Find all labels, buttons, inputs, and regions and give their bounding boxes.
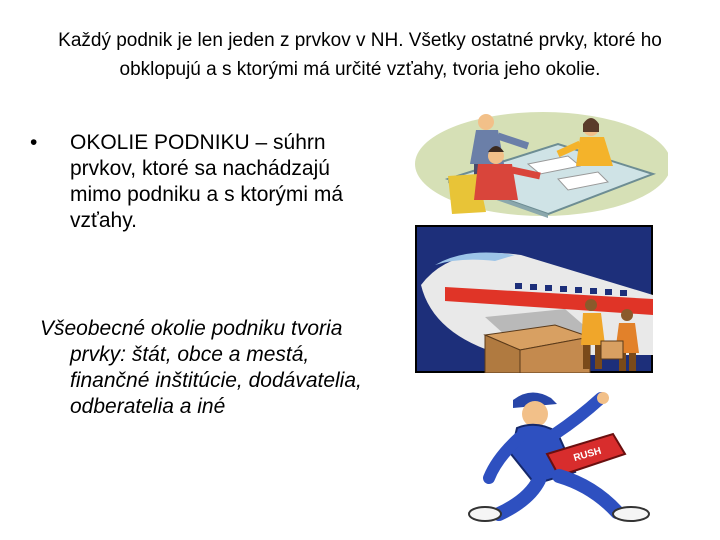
bullet-symbol: • [30, 131, 38, 154]
business-meeting-image [408, 104, 668, 219]
running-courier-image [455, 388, 665, 528]
bullet-item [30, 130, 350, 234]
general-environment-paragraph: Všeobecné okolie podniku tvoria prvky: štát, obce a mestá, finančné inštitúcie, dodávatelia, odberatelia a iné [40, 317, 362, 418]
airplane-cargo-image [415, 225, 653, 373]
intro-paragraph: Každý podnik je len jeden z prvkov v NH. Všetky ostatné prvky, ktoré ho obklopujú a s ktorými má určité vzťahy, tvoria jeho okolie. [58, 30, 662, 80]
bullet-text: OKOLIE PODNIKU – súhrn prvkov, ktoré sa nachádzajú mimo podniku a s ktorými má vzťahy. [70, 131, 344, 232]
package-label: RUSH [572, 445, 603, 465]
